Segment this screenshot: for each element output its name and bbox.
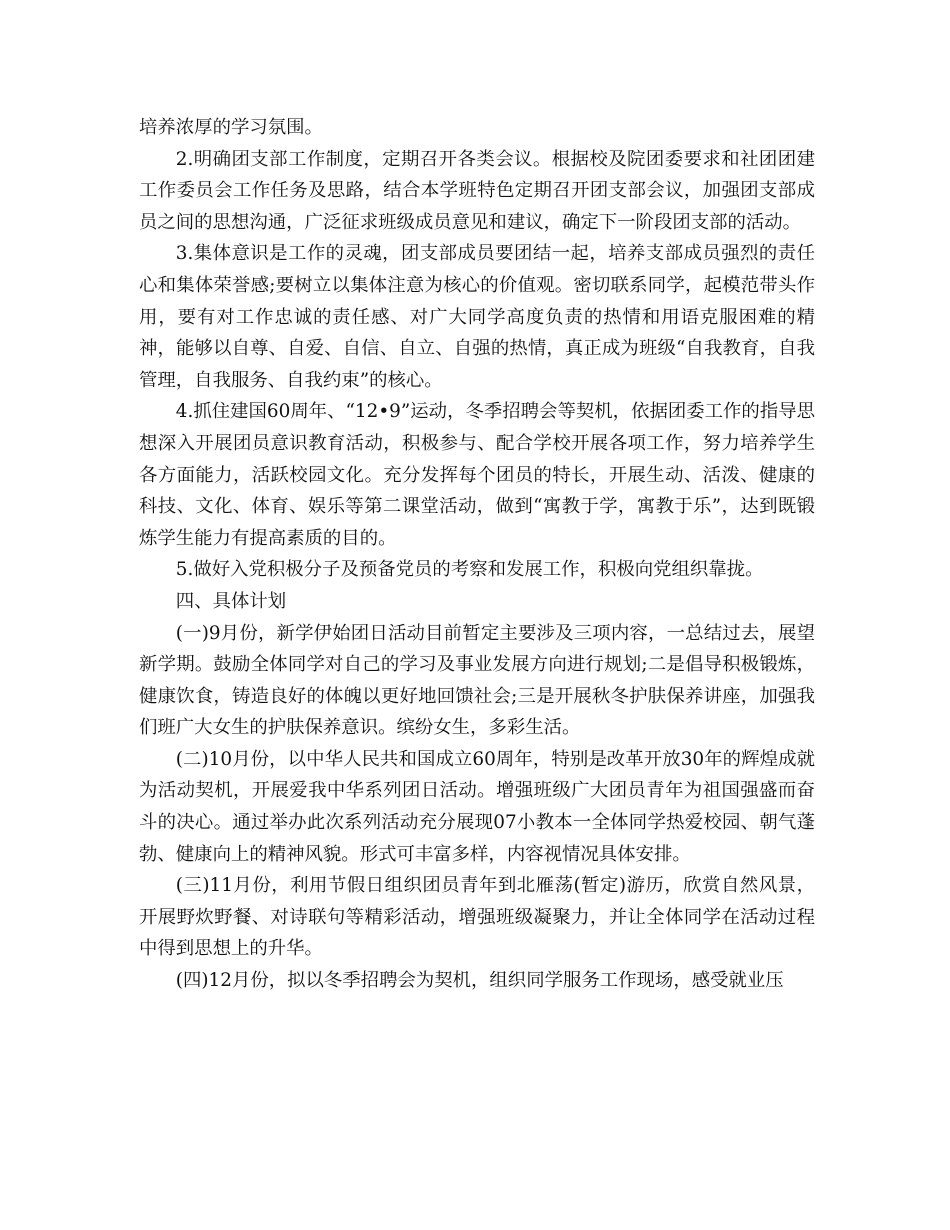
- paragraph-item-3: 3.集体意识是工作的灵魂，团支部成员要团结一起，培养支部成员强烈的责任心和集体荣誉感;要树立以集体注意为核心的价值观。密切联系同学，起模范带头作用，要有对工作忠诚的责任感、对广大同学高度负责的热情和用语克服困难的精神，能够以自尊、自爱、自信、自立、自强的热情，真正成为班级“自我教育，自我管理，自我服务、自我约束”的核心。: [139, 243, 815, 391]
- section-heading: 四、具体计划: [175, 590, 287, 612]
- plan-december: (四)12月份，拟以冬季招聘会为契机，组织同学服务工作现场，感受就业压: [175, 970, 784, 992]
- plan-october: (二)10月份，以中华人民共和国成立60周年，特别是改革开放30年的辉煌成就为活动契机，开展爱我中华系列团日活动。增强班级广大团员青年为祖国强盛而奋斗的决心。通过举办此次系列活动充分展现07小教本一全体同学热爱校园、朝气蓬勃、健康向上的精神风貌。形式可丰富多样，内容视情况具体安排。: [139, 748, 815, 865]
- document-body: [139, 112, 815, 997]
- paragraph-continuation: 培养浓厚的学习氛围。: [139, 117, 323, 138]
- plan-september: (一)9月份，新学伊始团日活动目前暂定主要涉及三项内容，一总结过去，展望新学期。鼓励全体同学对自己的学习及事业发展方向进行规划;二是倡导积极锻炼，健康饮食，铸造良好的体魄以更好地回馈社会;三是开展秋冬护肤保养讲座，加强我们班广大女生的护肤保养意识。缤纷女生，多彩生活。: [139, 622, 815, 739]
- paragraph-item-5: 5.做好入党积极分子及预备党员的考察和发展工作，积极向党组织靠拢。: [175, 559, 764, 581]
- paragraph-item-2: 2.明确团支部工作制度，定期召开各类会议。根据校及院团委要求和社团团建工作委员会工作任务及思路，结合本学班特色定期召开团支部会议，加强团支部成员之间的思想沟通，广泛征求班级成员意见和建议，确定下一阶段团支部的活动。: [139, 148, 815, 233]
- plan-november: (三)11月份，利用节假日组织团员青年到北雁荡(暂定)游历，欣赏自然风景，开展野炊野餐、对诗联句等精彩活动，增强班级凝聚力，并让全体同学在活动过程中得到思想上的升华。: [139, 875, 815, 960]
- paragraph-item-4: 4.抓住建国60周年、“12•9”运动，冬季招聘会等契机，依据团委工作的指导思想深入开展团员意识教育活动，积极参与、配合学校开展各项工作，努力培养学生各方面能力，活跃校园文化。充分发挥每个团员的特长，开展生动、活泼、健康的科技、文化、体育、娱乐等第二课堂活动，做到“寓教于学，寓教于乐”，达到既锻炼学生能力有提高素质的目的。: [139, 401, 815, 549]
